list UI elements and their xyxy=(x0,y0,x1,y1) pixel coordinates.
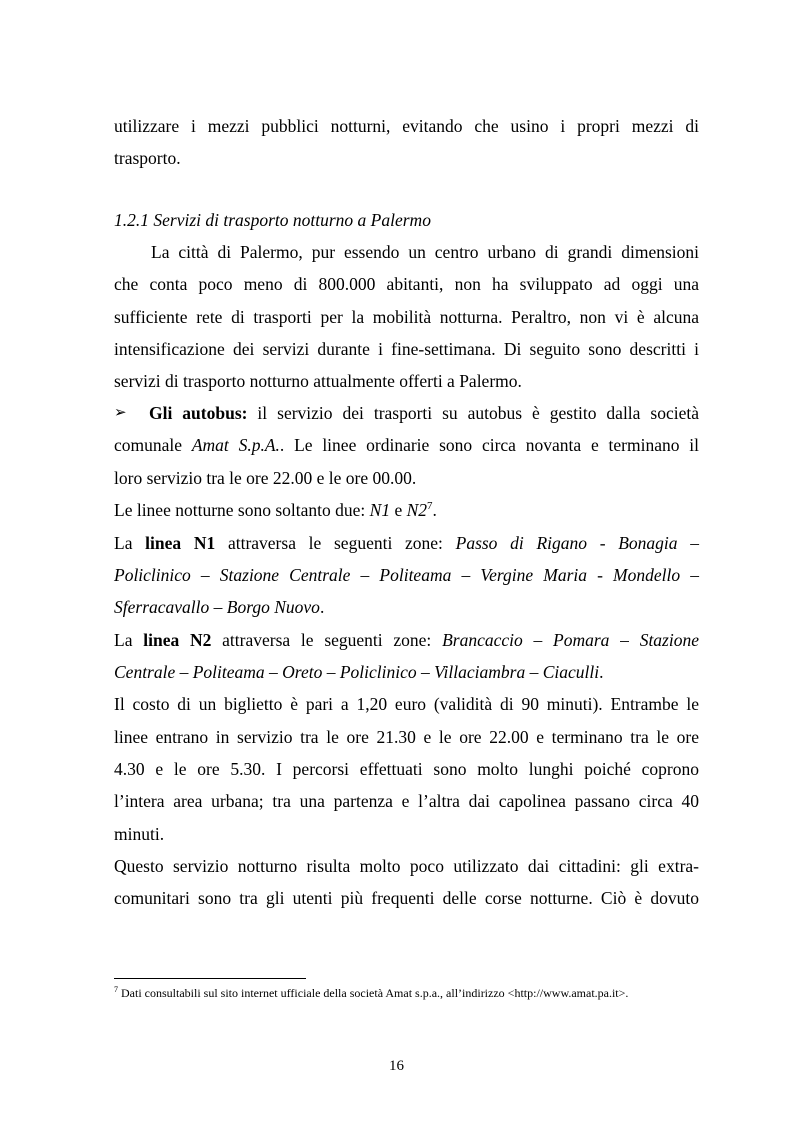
line-n2-name: N2 xyxy=(406,500,428,520)
text-fragment: Le linee notturne sono soltanto due: xyxy=(114,500,370,520)
text-fragment: . xyxy=(599,662,604,682)
text-fragment: comunale xyxy=(114,435,192,455)
text-fragment: La xyxy=(114,630,144,650)
bullet-text: il servizio dei trasporti su autobus è gestito dalla società xyxy=(247,403,699,423)
text-fragment: . Le linee ordinarie sono circa novanta e terminano il xyxy=(279,435,699,455)
footnote-reference: 7 xyxy=(427,500,433,513)
body-text-line: utilizzare i mezzi pubblici notturni, evitando che usino i propri mezzi di xyxy=(114,116,699,136)
body-text-line: l’intera area urbana; tra una partenza e l’altra dai capolinea passano circa 40 xyxy=(114,791,699,811)
body-text-line: Questo servizio notturno risulta molto poco utilizzato dai cittadini: gli extra- xyxy=(114,856,699,876)
body-text-line: intensificazione dei servizi durante i fine-settimana. Di seguito sono descritti i xyxy=(114,339,699,359)
linea-n2-label: linea N2 xyxy=(143,630,212,650)
night-lines-sentence xyxy=(114,499,699,521)
body-text-line: che conta poco meno di 800.000 abitanti, non ha sviluppato ad oggi una xyxy=(114,274,699,294)
text-fragment: . xyxy=(432,500,437,520)
footnote xyxy=(114,985,628,1001)
page-number: 16 xyxy=(389,1058,404,1074)
bullet-text-line xyxy=(149,402,699,424)
route-text: Sferracavallo – Borgo Nuovo xyxy=(114,597,320,617)
linea-n1-label: linea N1 xyxy=(145,533,216,553)
route-text-line xyxy=(114,596,699,618)
footnote-divider xyxy=(114,978,306,979)
body-text-line: linee entrano in servizio tra le ore 21.30 e le ore 22.00 e terminano tra le ore xyxy=(114,727,699,747)
body-text-line xyxy=(114,434,699,456)
body-text-line: loro servizio tra le ore 22.00 e le ore 00.00. xyxy=(114,468,417,488)
body-text-line: minuti. xyxy=(114,824,165,844)
section-heading: 1.2.1 Servizi di trasporto notturno a Palermo xyxy=(114,210,431,230)
body-text-line: sufficiente rete di trasporti per la mobilità notturna. Peraltro, non vi è alcuna xyxy=(114,307,699,327)
bullet-label: Gli autobus: xyxy=(149,403,248,423)
text-fragment: attraversa le seguenti zone: xyxy=(215,533,456,553)
body-text-line: comunitari sono tra gli utenti più frequenti delle corse notturne. Ciò è dovuto xyxy=(114,888,699,908)
footnote-number: 7 xyxy=(114,985,118,994)
company-name: Amat S.p.A. xyxy=(191,435,280,455)
body-text-line: 4.30 e le ore 5.30. I percorsi effettuati sono molto lunghi poiché coprono xyxy=(114,759,699,779)
text-fragment: La xyxy=(114,533,146,553)
route-text-line: Policlinico – Stazione Centrale – Politeama – Vergine Maria - Mondello – xyxy=(114,565,699,585)
body-text-line: Il costo di un biglietto è pari a 1,20 euro (validità di 90 minuti). Entrambe le xyxy=(114,694,699,714)
text-fragment: attraversa le seguenti zone: xyxy=(211,630,443,650)
linea-n2-line xyxy=(114,629,699,651)
body-text-line: La città di Palermo, pur essendo un centro urbano di grandi dimensioni xyxy=(151,242,699,262)
body-text-line: trasporto. xyxy=(114,148,181,168)
line-n1-name: N1 xyxy=(369,500,391,520)
text-fragment: e xyxy=(390,500,407,520)
footnote-text: Dati consultabili sul sito internet ufficiale della società Amat s.p.a., all’indirizzo <http://www.amat.pa.it>. xyxy=(118,986,629,1000)
route-text: Passo di Rigano - Bonagia – xyxy=(455,533,699,553)
route-text: Brancaccio – Pomara – Stazione xyxy=(442,630,700,650)
linea-n1-line xyxy=(114,532,699,554)
route-text: Centrale – Politeama – Oreto – Policlinico – Villaciambra – Ciaculli xyxy=(114,662,600,682)
text-fragment: . xyxy=(319,597,325,617)
route-text-line xyxy=(114,661,699,683)
arrow-bullet-icon: ➢ xyxy=(114,405,127,421)
body-text-line: servizi di trasporto notturno attualmente offerti a Palermo. xyxy=(114,371,522,391)
